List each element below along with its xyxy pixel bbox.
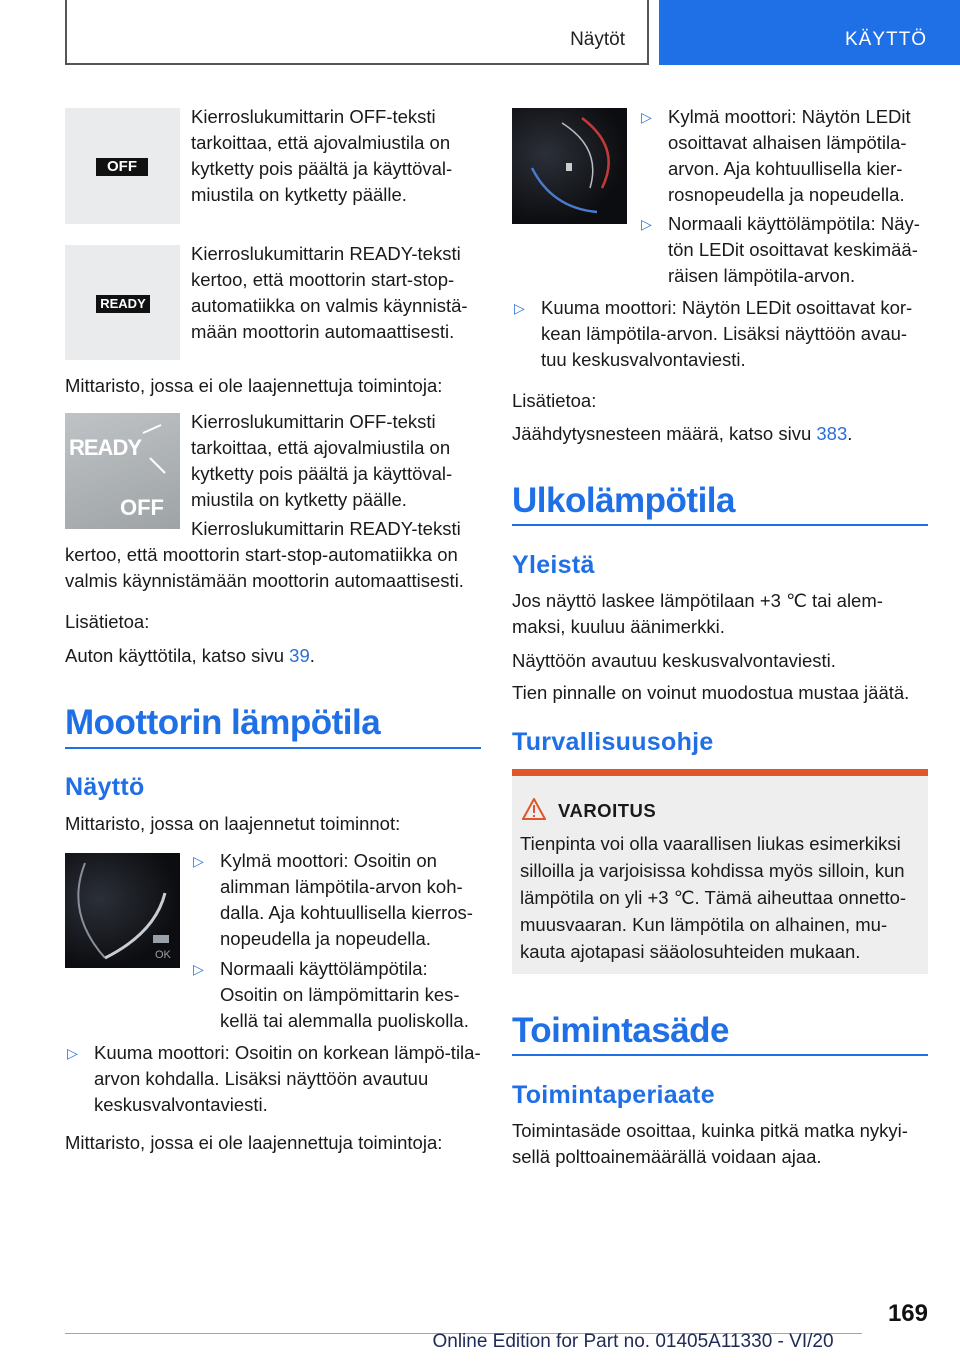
- warning-text: Tienpinta voi olla vaarallisen liukas esimerkiksi silloilla ja varjoisissa kohdissa myös silloin, kun lämpötila on yli +3 ℃. Tämä aiheuttaa onnetto-muusvaaran. Kun lämpötila on alhainen, mu-kauta ajotapasi sääolosuhteiden mukaan.: [520, 833, 907, 962]
- heading-moottorin-lampotila: Moottorin lämpötila: [65, 703, 381, 742]
- ready-indicator-image: [65, 245, 180, 360]
- header-chapter-title: KÄYTTÖ: [844, 29, 927, 50]
- bullet-triangle-icon: ▷: [514, 300, 525, 316]
- page-link-39[interactable]: 39: [289, 645, 310, 666]
- bullet-kylma-moottori: Kylmä moottori: Osoitin on alimman lämpötila-arvon koh-dalla. Aja kohtuullisella kierros-nopeudella ja nopeudella.: [220, 850, 473, 949]
- warning-box: [512, 769, 928, 974]
- ready-badge: READY: [96, 295, 150, 313]
- lisatietoa-label-right: Lisätietoa:: [512, 390, 597, 411]
- reference-auton-kayttotila: Auton käyttötila, katso sivu 39.: [65, 645, 315, 666]
- bullet-triangle-icon: ▷: [193, 853, 204, 869]
- ready-description-2-rest: kertoo, että moottorin start-stop-automatiikka on valmis käynnistämään moottorin automaattisesti.: [65, 544, 464, 591]
- off-description-2: Kierroslukumittarin OFF-teksti tarkoittaa, että ajovalmiustila on kytketty pois päältä ja käyttöval-miustila on kytketty päälle.: [191, 411, 453, 510]
- header-section-tab: [65, 0, 649, 65]
- page-link-383[interactable]: 383: [816, 423, 848, 444]
- bullet-triangle-icon: ▷: [193, 961, 204, 977]
- temperature-gauge-image: [65, 853, 180, 968]
- paragraph-keskusvalvontaviesti: Näyttöön avautuu keskusvalvontaviesti.: [512, 650, 836, 671]
- paragraph-mittaristo-2: Mittaristo, jossa on laajennetut toiminnot:: [65, 813, 401, 834]
- heading-ulkolampotila: Ulkolämpötila: [512, 481, 735, 520]
- subheading-yleista: Yleistä: [512, 551, 595, 579]
- bullet-led-normaali: Normaali käyttölämpötila: Näy-tön LEDit osoittavat keskimää-räisen lämpötila-arvon.: [668, 213, 920, 286]
- header-section-title: Näytöt: [570, 29, 625, 50]
- bullet-kuuma-moottori: Kuuma moottori: Osoitin on korkean lämpö-tila-arvon kohdalla. Lisäksi näyttöön avautuu keskusvalvontaviesti.: [94, 1042, 481, 1115]
- lisatietoa-label-left: Lisätietoa:: [65, 611, 150, 632]
- ok-label: OK: [155, 949, 171, 961]
- page-number: 169: [887, 1300, 928, 1327]
- led-temperature-display-image: [512, 108, 627, 224]
- reference-jaahdytysneste: Jäähdytysnesteen määrä, katso sivu 383.: [512, 423, 853, 444]
- bullet-led-kuuma: Kuuma moottori: Näytön LEDit osoittavat kor-kean lämpötila-arvon. Lisäksi näyttöön avau-tuu keskusvalvontaviesti.: [541, 297, 913, 370]
- heading-toimintasade: Toimintasäde: [512, 1011, 730, 1050]
- footer-edition: Online Edition for Part no. 01405A11330 - VI/20: [432, 1331, 834, 1352]
- led-arc-icon: [512, 108, 627, 224]
- subheading-naytto: Näyttö: [65, 773, 145, 801]
- reference-text: Auton käyttötila, katso sivu: [65, 645, 285, 666]
- subheading-turvallisuusohje: Turvallisuusohje: [512, 728, 714, 756]
- subheading-toimintaperiaate: Toimintaperiaate: [512, 1081, 715, 1109]
- warning-triangle-icon: [522, 798, 546, 820]
- bullet-triangle-icon: ▷: [641, 216, 652, 232]
- paragraph-toimintasade: Toimintasäde osoittaa, kuinka pitkä matka nykyi-sellä polttoainemäärällä voidaan ajaa.: [512, 1120, 908, 1167]
- paragraph-mustaa-jaata: Tien pinnalle on voinut muodostua mustaa jäätä.: [512, 682, 910, 703]
- gauge-off-label: OFF: [120, 495, 164, 520]
- heading-underline: [512, 1054, 928, 1056]
- warning-title: VAROITUS: [558, 800, 657, 821]
- ready-description-2-line1: Kierroslukumittarin READY-teksti: [191, 518, 461, 539]
- heading-underline: [65, 747, 481, 749]
- heading-underline: [512, 524, 928, 526]
- ready-off-gauge-image: [65, 413, 180, 529]
- off-badge: OFF: [96, 158, 148, 176]
- gauge-ready-label: READY: [69, 435, 142, 460]
- reference-text: Jäähdytysnesteen määrä, katso sivu: [512, 423, 812, 444]
- ready-description: Kierroslukumittarin READY-teksti kertoo, että moottorin start-stop-automatiikka on valmis käynnistä-mään moottorin automaattisesti.: [191, 243, 468, 342]
- paragraph-mittaristo-3: Mittaristo, jossa ei ole laajennettuja toimintoja:: [65, 1132, 443, 1153]
- paragraph-aanimerkki: Jos näyttö laskee lämpötilaan +3 ℃ tai alem-maksi, kuuluu äänimerkki.: [512, 590, 883, 637]
- bullet-triangle-icon: ▷: [67, 1045, 78, 1061]
- bullet-led-kylma: Kylmä moottori: Näytön LEDit osoittavat alhaisen lämpötila-arvon. Aja kohtuullisella kier-rosnopeudella ja nopeudella.: [668, 106, 911, 205]
- off-indicator-image: [65, 108, 180, 224]
- off-description: Kierroslukumittarin OFF-teksti tarkoittaa, että ajovalmiustila on kytketty pois päältä ja käyttöval-miustila on kytketty päälle.: [191, 106, 453, 205]
- paragraph-mittaristo-1: Mittaristo, jossa ei ole laajennettuja toimintoja:: [65, 375, 443, 396]
- bullet-triangle-icon: ▷: [641, 109, 652, 125]
- header-chapter-tab: [659, 0, 960, 65]
- bullet-normaali-kayttolampotila: Normaali käyttölämpötila: Osoitin on lämpömittarin kes-kellä tai alemmalla puoliskolla.: [220, 958, 469, 1031]
